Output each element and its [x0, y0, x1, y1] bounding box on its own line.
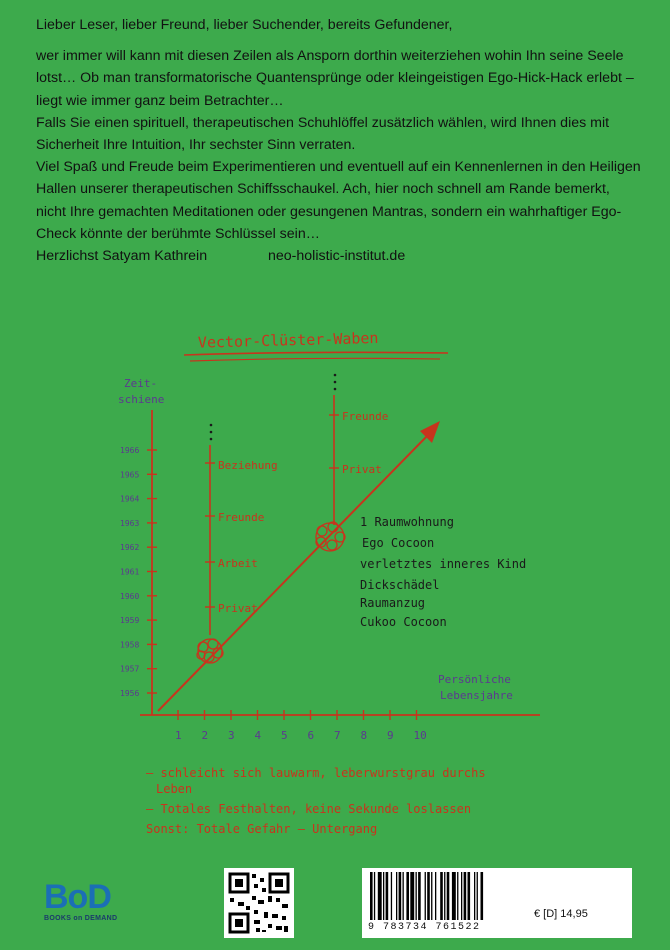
x-tick-label: 4 [254, 729, 262, 742]
hand-drawing [0, 315, 670, 855]
y-tick-label: 1963 [120, 518, 140, 528]
title-underline-1 [184, 352, 448, 355]
cluster-label-1: 1 Raumwohnung [360, 515, 454, 529]
left-label-arbeit: Arbeit [218, 557, 258, 570]
cluster-label-2: Ego Cocoon [362, 536, 435, 550]
y-axis-label-2: schiene [118, 393, 165, 406]
left-dot-1 [210, 424, 213, 427]
left-label-privat: Privat [218, 602, 258, 615]
note-3: Sonst: Totale Gefahr – Untergang [146, 822, 378, 836]
qr-code-graphic [224, 868, 294, 938]
drawing-title: Vector-Clüster-Waben [197, 328, 379, 352]
diagonal-arrow-line [158, 433, 430, 711]
x-tick-label: 7 [334, 729, 341, 742]
note-1-cont: Leben [156, 782, 193, 796]
paragraph-2: Falls Sie einen spirituell, therapeutischen Schuhlöffel zusätzlich wählen, wird Ihnen dies mit Sicherheit Ihre Intuition, Ihr sechster Sinn verraten. [36, 114, 610, 154]
y-tick-label: 1961 [120, 567, 140, 577]
y-tick-label: 1960 [120, 591, 140, 601]
x-tick-label: 3 [228, 729, 235, 742]
x-tick-label: 5 [281, 729, 288, 742]
left-dot-3 [210, 438, 213, 441]
note-2: – Totales Festhalten, keine Sekunde loslassen [146, 802, 472, 816]
paragraph-3: Viel Spaß und Freude beim Experimentieren und eventuell auf ein Kennenlernen in den Heiligen Hallen unserer therapeutischen Schiffsschaukel. Ach, hier noch schnell am Rande bemerkt, nicht Ihre gemachten Meditationen oder gesungenen Mantras, sondern ein wahrhaftiger Ego-Check könnte der berühmte Schlüssel sein… [36, 159, 641, 242]
x-tick-label: 1 [175, 729, 182, 742]
barcode-box [362, 868, 632, 938]
barcode-graphic [366, 870, 534, 926]
right-dot-2 [334, 381, 337, 384]
price-label: € [D] 14,95 [534, 908, 588, 920]
cluster-label-3: verletztes inneres Kind [360, 557, 527, 571]
x-tick-label: 2 [201, 729, 209, 742]
title-underline-2 [190, 358, 440, 361]
y-tick-label: 1958 [120, 640, 140, 650]
signature-url: neo-holistic-institut.de [268, 248, 406, 265]
left-label-beziehung: Beziehung [218, 459, 278, 472]
y-tick-label: 1956 [120, 689, 140, 698]
y-tick-label: 1964 [120, 494, 140, 504]
bod-logo [44, 880, 144, 922]
right-label-freunde: Freunde [342, 410, 389, 423]
y-axis-label-1: Zeit- [124, 377, 158, 390]
bod-logo-text: BoD [44, 878, 111, 916]
y-tick-label: 1959 [120, 616, 140, 626]
x-axis-label-1: Persönliche [438, 673, 511, 686]
isbn-digits: 9 783734 761522 [368, 922, 481, 933]
right-dot-3 [334, 388, 337, 391]
qr-code [224, 868, 294, 938]
x-tick-label: 10 [413, 729, 427, 742]
y-tick-label: 1957 [120, 664, 140, 674]
signature-line [36, 245, 642, 267]
cluster-label-5: Raumanzug [360, 596, 426, 610]
right-dot-1 [334, 374, 337, 377]
y-tick-label: 1966 [120, 446, 140, 455]
bod-logo-subtitle: BOOKS on DEMAND [44, 915, 118, 922]
left-label-freunde: Freunde [218, 511, 265, 524]
back-cover-text [36, 14, 642, 267]
note-1: – schleicht sich lauwarm, leberwurstgrau durchs [146, 766, 486, 780]
x-tick-label: 6 [307, 729, 315, 742]
cluster-lower [197, 639, 223, 663]
x-tick-label: 8 [360, 729, 368, 742]
x-tick-label: 9 [387, 729, 394, 742]
right-label-privat: Privat [342, 463, 382, 476]
y-tick-label: 1965 [120, 470, 140, 480]
cluster-label-6: Cukoo Cocoon [360, 615, 447, 629]
greeting: Lieber Leser, lieber Freund, lieber Suchender, bereits Gefundener, [36, 17, 453, 33]
cluster-upper [316, 522, 345, 551]
y-tick-label: 1962 [120, 543, 140, 553]
signature-name: Herzlichst Satyam Kathrein [36, 248, 208, 265]
left-dot-2 [210, 431, 213, 434]
cluster-label-4: Dickschädel [360, 578, 440, 592]
x-axis-label-2: Lebensjahre [440, 689, 513, 702]
paragraph-1: wer immer will kann mit diesen Zeilen als Ansporn dorthin weiterziehen wohin Ihn seine Seele lotst… Ob man transformatorische Quantensprünge oder kleingeistigen Ego-Hick-Hack erlebt – liegt wie immer ganz beim Betrachter… [36, 48, 634, 109]
